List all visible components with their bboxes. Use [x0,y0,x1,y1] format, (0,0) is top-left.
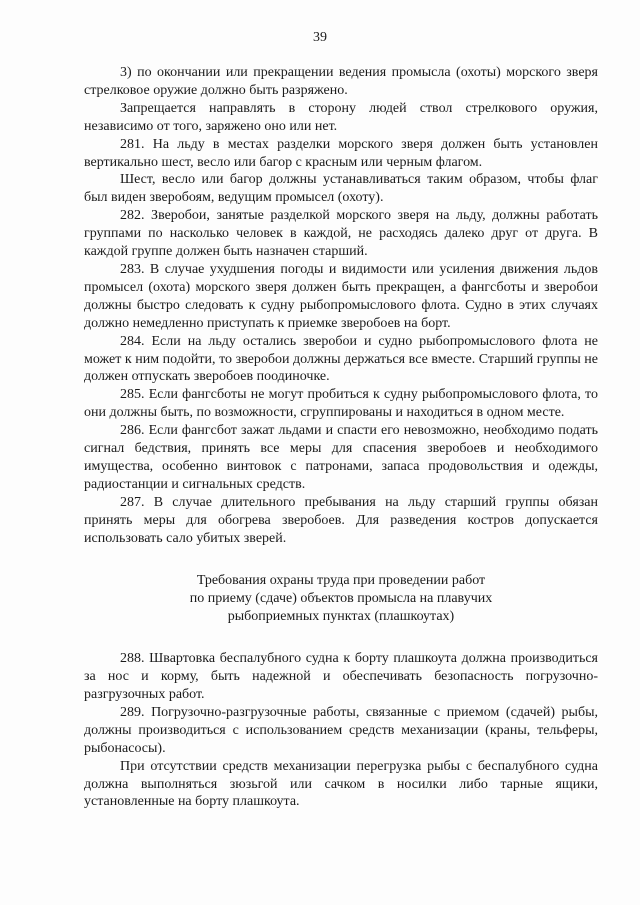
paragraph: 282. Зверобои, занятые разделкой морского зверя на льду, должны работать группами по насколько человек в каждой, не расходясь далеко друг от друга. В каждой группе должен быть назначен старший. [84,208,598,260]
section-heading-line: рыбоприемных пунктах (плашкоутах) [227,609,455,625]
paragraph: 288. Швартовка беспалубного судна к борту плашкоута должна производиться за нос и корму, быть надежной и обеспечивать безопасность погрузочно-разгрузочных работ. [84,651,598,702]
paragraph: 286. Если фангсбот зажат льдами и спасти его невозможно, необходимо подать сигнал бедствия, принять все меры для спасения зверобоев и необходимого имущества, особенно винтовок с патронами, запаса продовольствия и одежды, радиостанции и сигнальных средств. [84,423,598,492]
section-heading-line: Требования охраны труда при проведении работ [196,573,486,589]
paragraph: 289. Погрузочно-разгрузочные работы, связанные с приемом (сдачей) рыбы, должны производиться с использованием средств механизации (краны, тельферы, рыбонасосы). [84,704,598,756]
section-heading-line: по приему (сдаче) объектов промысла на плавучих [189,591,493,607]
page-number: 39 [313,30,327,45]
paragraph: 285. Если фангсботы не могут пробиться к судну рыбопромыслового флота, то они должны быть, по возможности, сгруппированы и находиться в одном месте. [84,387,598,421]
document-body [84,64,598,811]
paragraph: 284. Если на льду остались зверобои и судно рыбопромыслового флота не может к ним подойти, то зверобои должны держаться все вместе. Старший группы не должен отпускать зверобоев поодиночке. [84,333,598,385]
paragraph: Шест, весло или багор должны устанавливаться таким образом, чтобы флаг был виден зверобоям, ведущим промысел (охоту). [84,172,598,206]
paragraph: При отсутствии средств механизации перегрузка рыбы с беспалубного судна должна выполняться зюзьгой или сачком в носилки либо тарные ящики, установленные на борту плашкоута. [84,758,598,810]
section-heading [84,572,598,626]
paragraph: 281. На льду в местах разделки морского зверя должен быть установлен вертикально шест, весло или багор с красным или черным флагом. [84,136,598,170]
paragraph: 287. В случае длительного пребывания на льду старший группы обязан принять меры для обогрева зверобоев. Для разведения костров допускается использовать сало убитых зверей. [84,494,598,546]
paragraph: 3) по окончании или прекращении ведения промысла (охоты) морского зверя стрелковое оружие должно быть разряжено. [84,65,598,98]
paragraph: Запрещается направлять в сторону людей ствол стрелкового оружия, независимо от того, заряжено оно или нет. [84,100,598,134]
paragraph: 283. В случае ухудшения погоды и видимости или усиления движения льдов промысел (охота) морского зверя должен быть прекращен, а фангсботы и зверобои должны быстро следовать к судну рыбопромыслового флота. Судно в этих случаях должно немедленно приступать к приемке зверобоев на борт. [84,261,598,331]
